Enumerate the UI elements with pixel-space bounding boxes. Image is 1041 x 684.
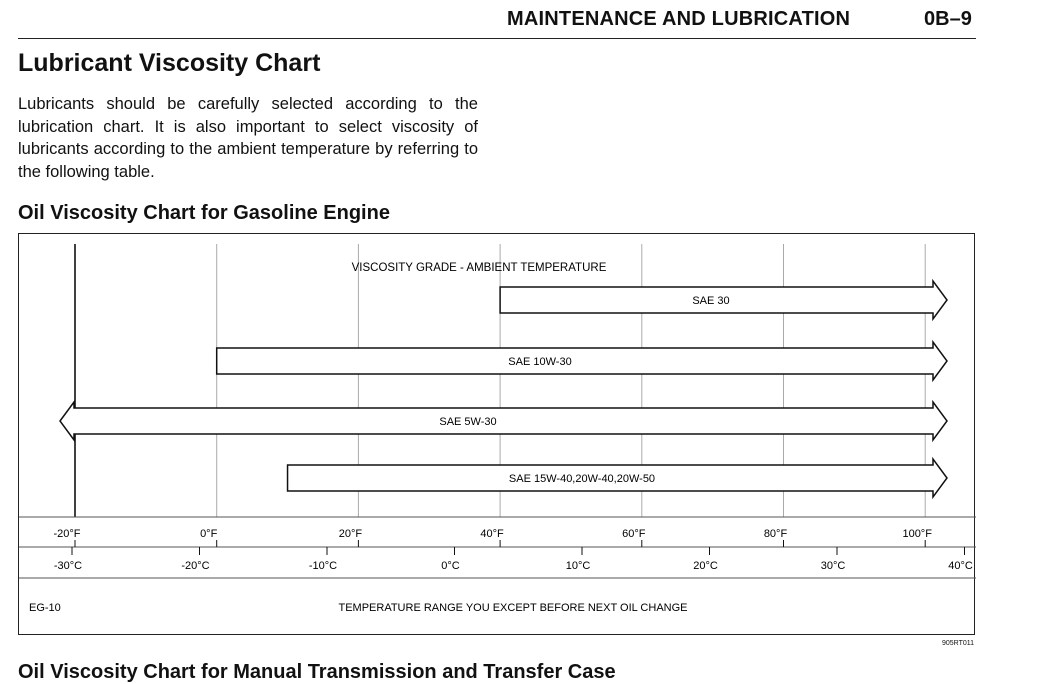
header-section-title: MAINTENANCE AND LUBRICATION: [507, 8, 851, 30]
range-label: SAE 30: [692, 295, 730, 307]
c-tick-label: 20°C: [693, 560, 718, 572]
range-arrow: [217, 342, 947, 380]
figure-reference: 905RT011: [942, 640, 975, 647]
f-tick-label: 60°F: [622, 528, 646, 540]
f-tick-label: 0°F: [200, 528, 218, 540]
viscosity-chart: [18, 233, 975, 635]
f-tick-label: -20°F: [53, 528, 81, 540]
range-arrow: [60, 402, 947, 440]
c-tick-label: -30°C: [53, 560, 83, 572]
range-label: SAE 5W-30: [439, 416, 497, 428]
c-tick-label: 10°C: [565, 560, 591, 572]
page-number: 0B–9: [924, 8, 972, 30]
c-tick-label: 40°C: [948, 560, 973, 572]
f-tick-label: 100°F: [902, 528, 932, 540]
range-label: SAE 10W-30: [508, 356, 572, 368]
f-tick-label: 80°F: [763, 528, 788, 540]
c-tick-label: -20°C: [181, 560, 210, 572]
next-subsection-title: Oil Viscosity Chart for Manual Transmission and Transfer Case: [18, 661, 616, 683]
section-title: Lubricant Viscosity Chart: [18, 49, 321, 77]
chart-code: EG-10: [29, 602, 61, 614]
footer-label: TEMPERATURE RANGE YOU EXCEPT BEFORE NEXT OIL CHANGE: [338, 602, 688, 614]
range-label: SAE 15W-40,20W-40,20W-50: [508, 473, 656, 485]
chart-title: VISCOSITY GRADE - AMBIENT TEMPERATURE: [351, 262, 607, 274]
c-tick-label: -10°C: [308, 560, 338, 572]
viscosity-chart-svg: [19, 234, 976, 636]
f-tick-label: 40°F: [480, 528, 504, 540]
header-rule: [18, 38, 976, 39]
c-tick-label: 30°C: [820, 560, 846, 572]
intro-paragraph: Lubricants should be carefully selected according to the lubrication chart. It is also important to select viscosity of lubricants according to the ambient temperature by referring to the following table.: [18, 95, 478, 181]
f-tick-label: 20°F: [338, 528, 363, 540]
subsection-title: Oil Viscosity Chart for Gasoline Engine: [18, 202, 390, 224]
c-tick-label: 0°C: [441, 560, 460, 572]
